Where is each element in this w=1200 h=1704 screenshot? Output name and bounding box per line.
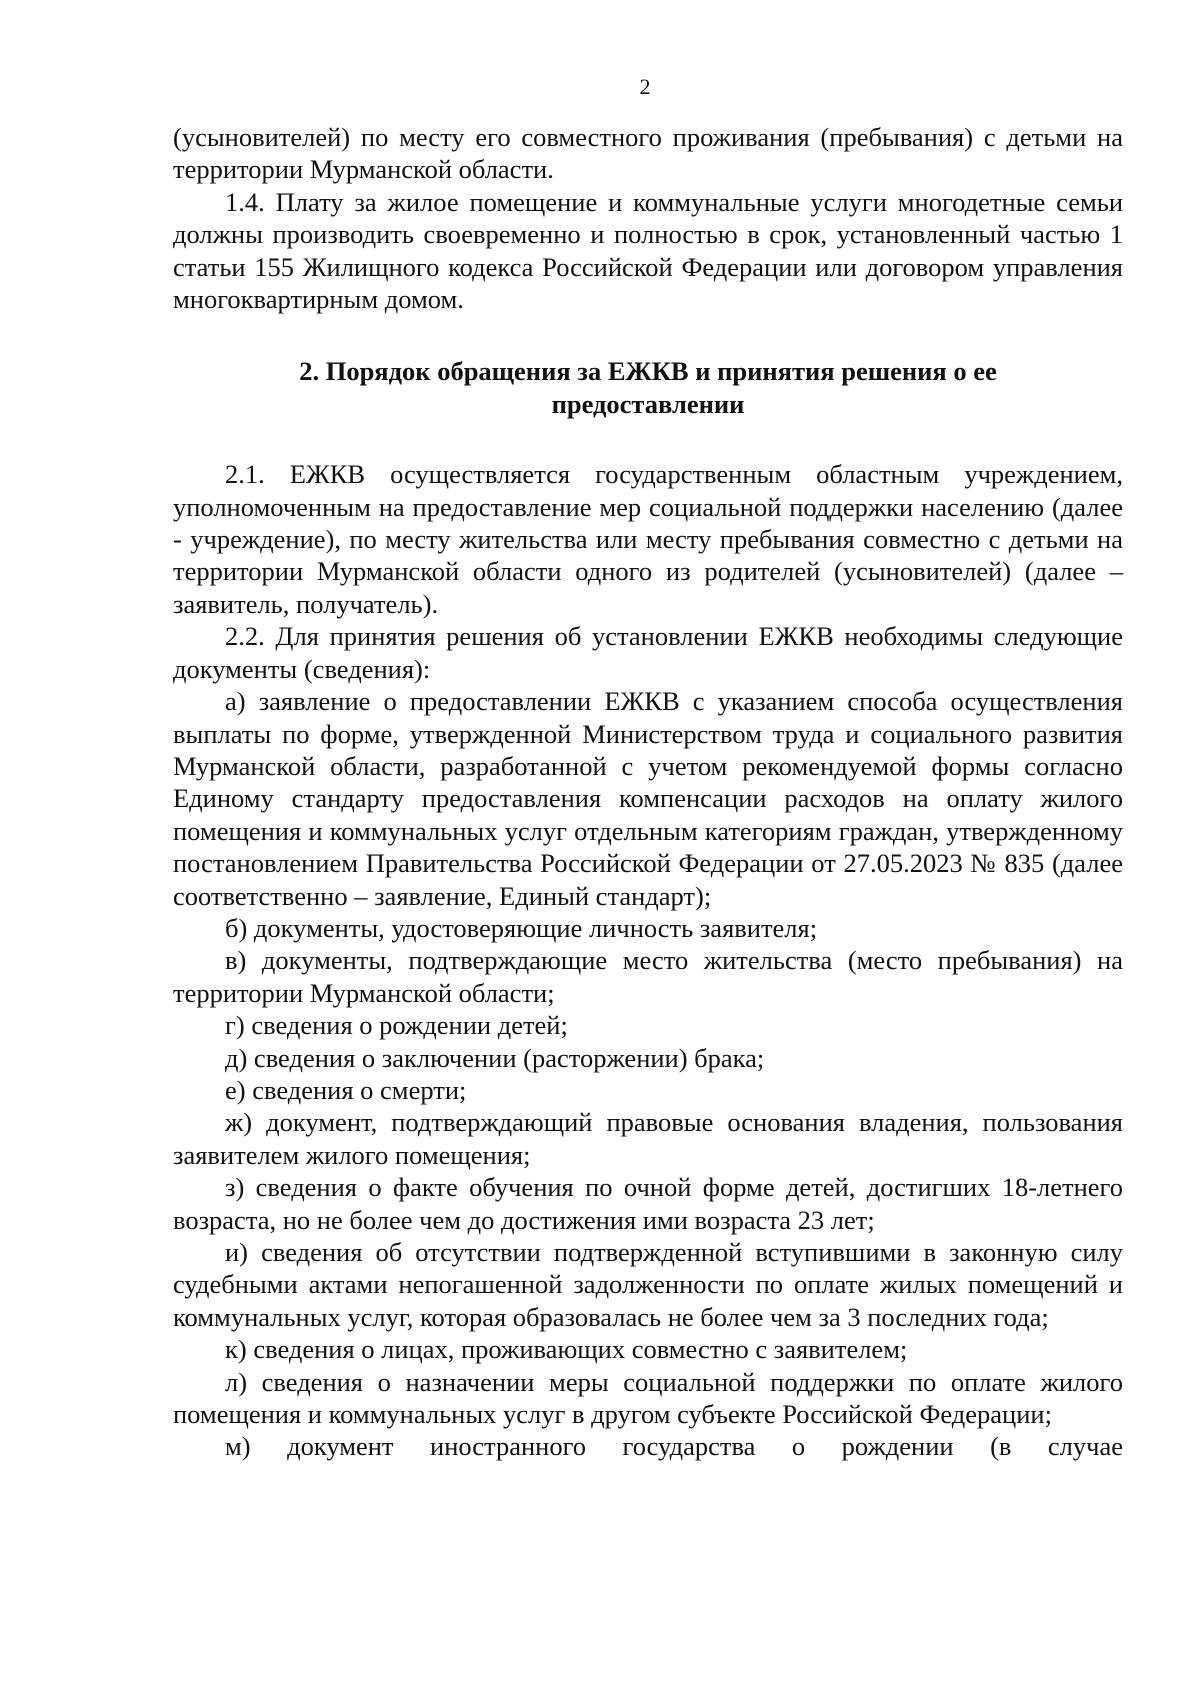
section-heading-line-2: предоставлении — [551, 388, 745, 419]
list-item-b: б) документы, удостоверяющие личность заявителя; — [225, 912, 818, 943]
list-item-m: м) документ иностранного государства о рождении (в случае — [225, 1431, 1123, 1462]
paragraph-1-4: 1.4. Плату за жилое помещение и коммунальные услуги многодетные семьи должны производить своевременно и полностью в срок, установленный частью 1 статьи 155 Жилищного кодекса Российской Федерации или договором управления многоквартирным домом. — [173, 186, 1123, 315]
section-heading — [173, 355, 1123, 420]
list-item-e: е) сведения о смерти; — [225, 1074, 467, 1105]
paragraph-2-1: 2.1. ЕЖКВ осуществляется государственным областным учреждением, уполномоченным на предоставление мер социальной поддержки населению (далее - учреждение), по месту жительства или месту пребывания совместно с детьми на территории Мурманской области одного из родителей (усыновителей) (далее – заявитель, получатель). — [173, 459, 1123, 619]
list-item-v: в) документы, подтверждающие место жительства (место пребывания) на территории Мурманской области; — [173, 945, 1123, 1008]
paragraph-2-2: 2.2. Для принятия решения об установлении ЕЖКВ необходимы следующие документы (сведения): — [173, 621, 1123, 684]
list-item-a: а) заявление о предоставлении ЕЖКВ с указанием способа осуществления выплаты по форме, утвержденной Министерством труда и социального развития Мурманской области, разработанной с учетом рекомендуемой формы согласно Единому стандарту предоставления компенсации расходов на оплату жилого помещения и коммунальных услуг отдельным категориям граждан, утвержденному постановлением Правительства Российской Федерации от 27.05.2023 № 835 (далее соответственно – заявление, Единый стандарт); — [173, 686, 1123, 911]
list-item-i: и) сведения об отсутствии подтвержденной вступившими в законную силу судебными актами непогашенной задолженности по оплате жилых помещений и коммунальных услуг, которая образовалась не более чем за 3 последних года; — [173, 1237, 1123, 1332]
list-item-zh: ж) документ, подтверждающий правовые основания владения, пользования заявителем жилого помещения; — [173, 1107, 1123, 1170]
list-item-l: л) сведения о назначении меры социальной поддержки по оплате жилого помещения и коммунальных услуг в другом субъекте Российской Федерации; — [173, 1366, 1123, 1430]
section-heading-line-1: 2. Порядок обращения за ЕЖКВ и принятия решения о ее — [299, 356, 997, 387]
list-item-k: к) сведения о лицах, проживающих совместно с заявителем; — [225, 1334, 908, 1365]
paragraph-continuation: (усыновителей) по месту его совместного проживания (пребывания) с детьми на территории Мурманской области. — [173, 122, 1123, 185]
list-item-g: г) сведения о рождении детей; — [225, 1010, 568, 1041]
list-item-d: д) сведения о заключении (расторжении) брака; — [225, 1042, 765, 1073]
list-item-z: з) сведения о факте обучения по очной форме детей, достигших 18-летнего возраста, но не более чем до достижения ими возраста 23 лет; — [173, 1172, 1123, 1235]
page-number: 2 — [639, 74, 651, 99]
document-body — [173, 121, 1123, 1463]
